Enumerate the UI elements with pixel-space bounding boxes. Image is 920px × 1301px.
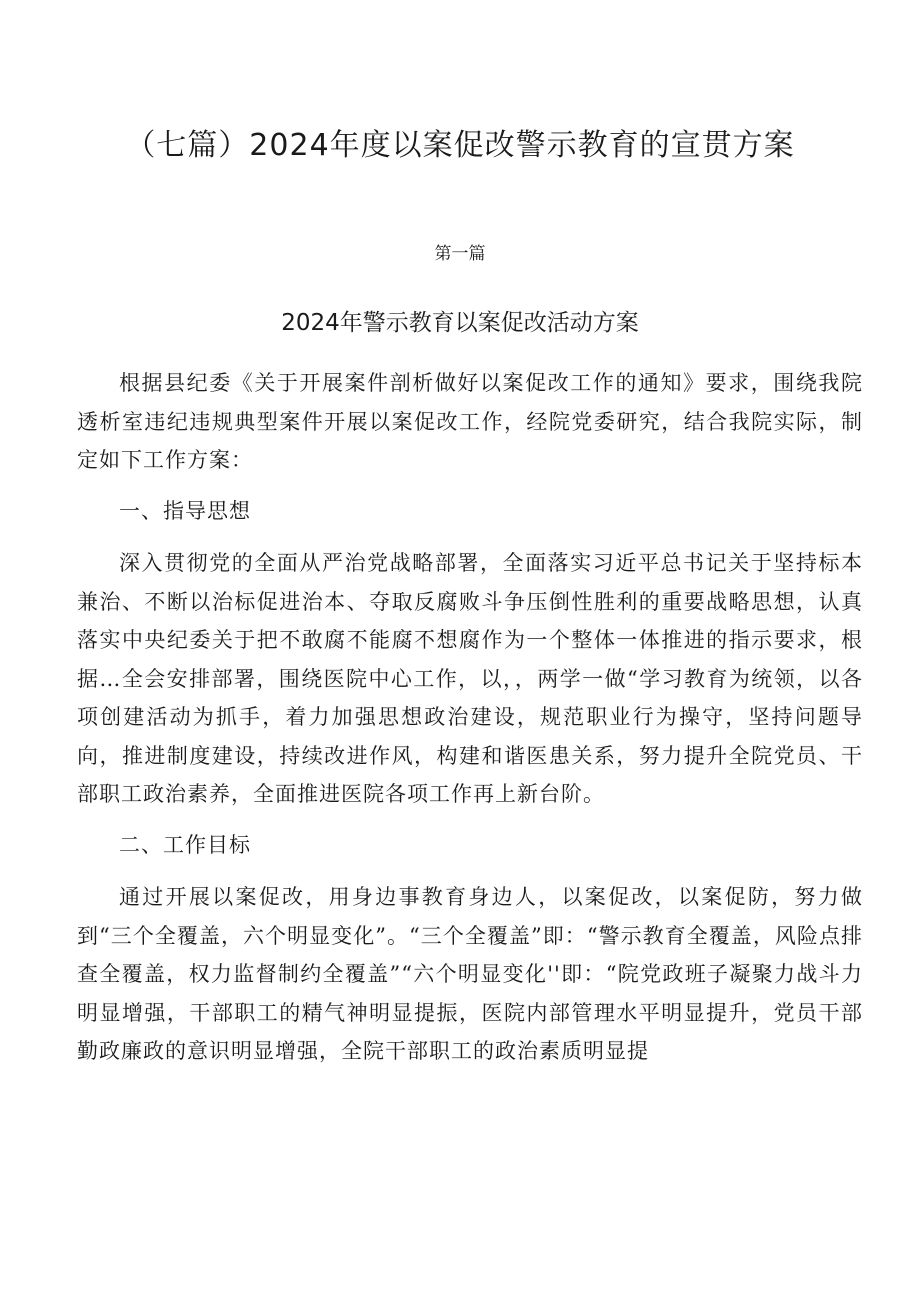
- section-label: 第一篇: [434, 244, 486, 264]
- heading-work-goal: 二、工作目标: [119, 832, 251, 857]
- section-title: 2024年警示教育以案促改活动方案: [281, 310, 639, 336]
- heading-guiding-thought: 一、指导思想: [119, 498, 251, 523]
- document-body: [77, 364, 863, 1071]
- paragraph-guiding-thought: 深入贯彻党的全面从严治党战略部署，全面落实习近平总书记关于坚持标本兼治、不断以治标促进治本、夺取反腐败斗争压倒性胜利的重要战略思想，认真落实中央纪委关于把不敢腐不能腐不想腐作为一个整体一体推进的指示要求，根据…全会安排部署，围绕医院中心工作，以，，两学一做“学习教育为统领，以各项创建活动为抓手，着力加强思想政治建设，规范职业行为操守，坚持问题导向，推进制度建设，持续改进作风，构建和谐医患关系，努力提升全院党员、干部职工政治素养，全面推进医院各项工作再上新台阶。: [77, 551, 863, 806]
- paragraph-work-goal: 通过开展以案促改，用身边事教育身边人，以案促改，以案促防，努力做到“三个全覆盖，六个明显变化”。“三个全覆盖”即：“警示教育全覆盖，风险点排查全覆盖，权力监督制约全覆盖”“六个明显变化''即：“院党政班子凝聚力战斗力明显增强，干部职工的精气神明显提振，医院内部管理水平明显提升，党员干部勤政廉政的意识明显增强，全院干部职工的政治素质明显提: [77, 885, 863, 1063]
- document-title: （七篇）2024年度以案促改警示教育的宣贯方案: [125, 128, 795, 163]
- paragraph-intro: 根据县纪委《关于开展案件剖析做好以案促改工作的通知》要求，围绕我院透析室违纪违规典型案件开展以案促改工作，经院党委研究，结合我院实际，制定如下工作方案：: [77, 371, 863, 472]
